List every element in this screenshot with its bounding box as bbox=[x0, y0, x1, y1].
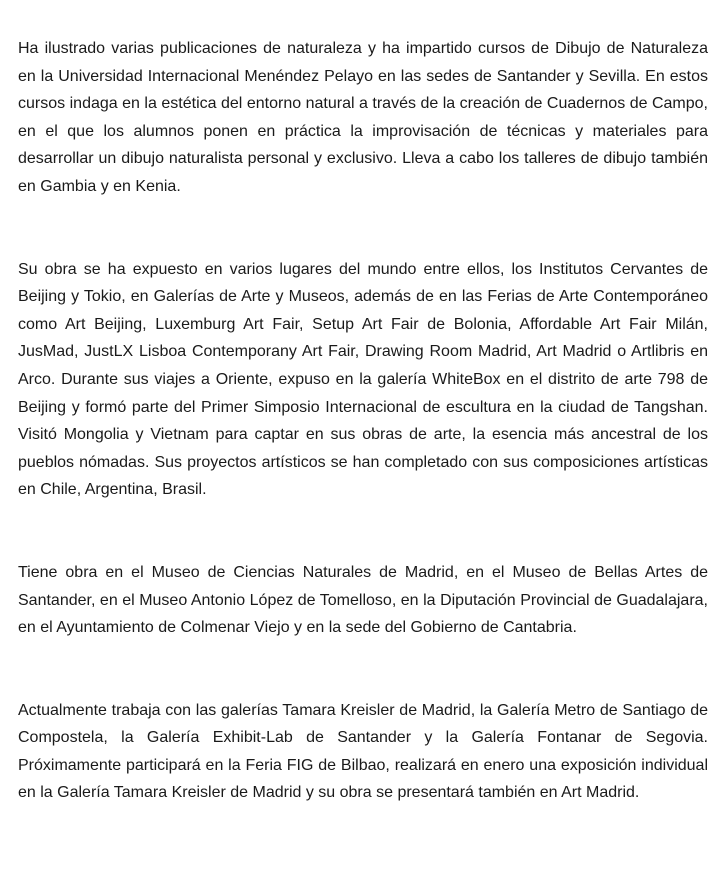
paragraph-exhibitions: Su obra se ha expuesto en varios lugares del mundo entre ellos, los Institutos Cervantes de Beijing y Tokio, en Galerías de Arte y Museos, además de en las Ferias de Arte Contemporáneo como Art Beijing, Luxemburg Art Fair, Setup Art Fair de Bolonia, Affordable Art Fair Milán, JusMad, JustLX Lisboa Contemporany Art Fair, Drawing Room Madrid, Art Madrid o Artlibris en Arco. Durante sus viajes a Oriente, expuso en la galería WhiteBox en el distrito de arte 798 de Beijing y formó parte del Primer Simposio Internacional de escultura en la ciudad de Tangshan. Visitó Mongolia y Vietnam para captar en sus obras de arte, la esencia más ancestral de los pueblos nómadas. Sus proyectos artísticos se han completado con sus composiciones artísticas en Chile, Argentina, Brasil. bbox=[18, 260, 708, 499]
paragraph-teaching: Ha ilustrado varias publicaciones de naturaleza y ha impartido cursos de Dibujo de Naturaleza en la Universidad Internacional Menéndez Pelayo en las sedes de Santander y Sevilla. En estos cursos indaga en la estética del entorno natural a través de la creación de Cuadernos de Campo, en el que los alumnos ponen en práctica la improvisación de técnicas y materiales para desarrollar un dibujo naturalista personal y exclusivo. Lleva a cabo los talleres de dibujo también en Gambia y en Kenia. bbox=[18, 40, 708, 195]
paragraph-collections: Tiene obra en el Museo de Ciencias Naturales de Madrid, en el Museo de Bellas Artes de Santander, en el Museo Antonio López de Tomelloso, en la Diputación Provincial de Guadalajara, en el Ayuntamiento de Colmenar Viejo y en la sede del Gobierno de Cantabria. bbox=[18, 563, 708, 637]
paragraph-galleries: Actualmente trabaja con las galerías Tamara Kreisler de Madrid, la Galería Metro de Santiago de Compostela, la Galería Exhibit-Lab de Santander y la Galería Fontanar de Segovia. Próximamente participará en la Feria FIG de Bilbao, realizará en enero una exposición individual en la Galería Tamara Kreisler de Madrid y su obra se presentará también en Art Madrid. bbox=[18, 701, 708, 802]
document-body bbox=[18, 35, 708, 807]
